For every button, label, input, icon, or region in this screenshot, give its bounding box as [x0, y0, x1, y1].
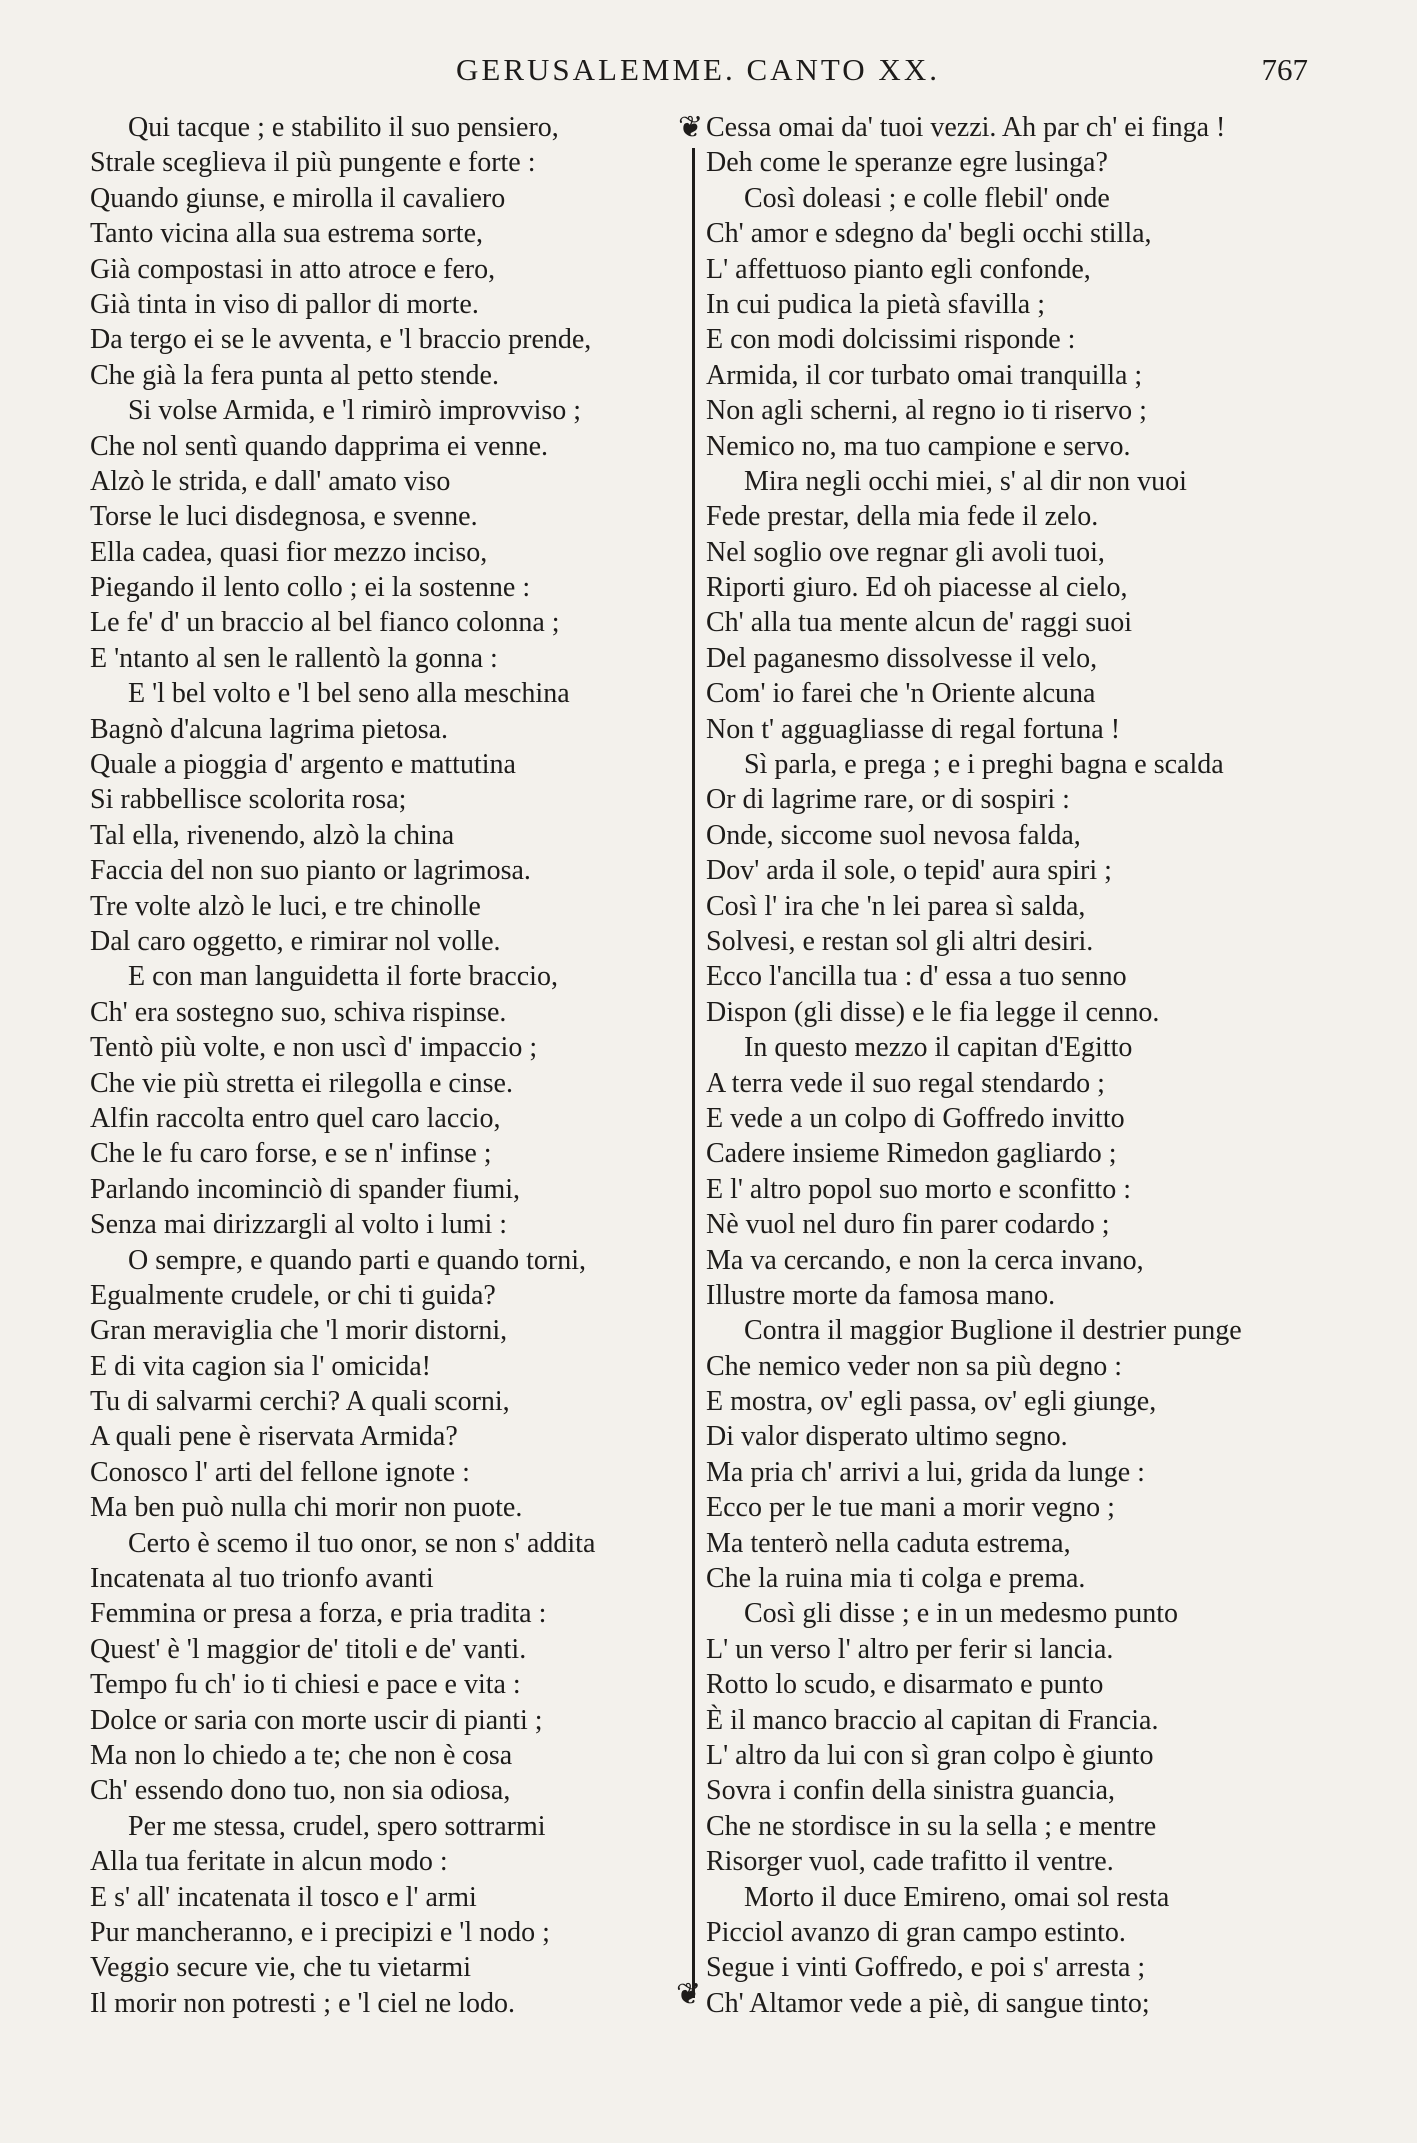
- verse-line: Per me stessa, crudel, spero sottrarmi: [128, 1810, 546, 1842]
- verse-line: Strale sceglieva il più pungente e forte :: [90, 147, 536, 179]
- verse-line: Si rabbellisce scolorita rosa;: [90, 784, 407, 816]
- verse-line: E di vita cagion sia l' omicida!: [90, 1350, 431, 1382]
- verse-line: Ma ben può nulla chi morir non puote.: [90, 1492, 523, 1524]
- verse-line: Il morir non potresti ; e 'l ciel ne lodo.: [90, 1987, 515, 2019]
- verse-line: Ma pria ch' arrivi a lui, grida da lunge :: [706, 1456, 1145, 1488]
- verse-line: Deh come le speranze egre lusinga?: [706, 147, 1108, 179]
- verse-line: In cui pudica la pietà sfavilla ;: [706, 288, 1045, 320]
- verse-line: Contra il maggior Buglione il destrier punge: [744, 1315, 1242, 1347]
- verse-line: Certo è scemo il tuo onor, se non s' addita: [128, 1527, 596, 1559]
- verse-line: Non t' agguagliasse di regal fortuna !: [706, 713, 1121, 745]
- verse-line: Che ne stordisce in su la sella ; e mentre: [706, 1810, 1157, 1842]
- verse-line: Del paganesmo dissolvesse il velo,: [706, 642, 1098, 674]
- verse-line: A quali pene è riservata Armida?: [90, 1421, 458, 1453]
- left-column: [90, 110, 680, 2021]
- verse-line: Che le fu caro forse, e se n' infinse ;: [90, 1138, 492, 1170]
- verse-line: L' affettuoso pianto egli confonde,: [706, 253, 1091, 285]
- verse-line: Ch' era sostegno suo, schiva rispinse.: [90, 996, 507, 1028]
- verse-line: Com' io farei che 'n Oriente alcuna: [706, 678, 1096, 710]
- verse-line: E 'l bel volto e 'l bel seno alla meschina: [128, 678, 570, 710]
- page-header: [88, 52, 1308, 102]
- verse-line: Già compostasi in atto atroce e fero,: [90, 253, 496, 285]
- verse-line: Parlando incominciò di spander fiumi,: [90, 1173, 521, 1205]
- verse-line: Rotto lo scudo, e disarmato e punto: [706, 1669, 1104, 1701]
- verse-line: Dov' arda il sole, o tepid' aura spiri ;: [706, 855, 1112, 887]
- verse-line: Gran meraviglia che 'l morir distorni,: [90, 1315, 508, 1347]
- verse-line: Ch' essendo dono tuo, non sia odiosa,: [90, 1775, 511, 1807]
- verse-line: Tempo fu ch' io ti chiesi e pace e vita :: [90, 1669, 521, 1701]
- verse-line: Dal caro oggetto, e rimirar nol volle.: [90, 925, 501, 957]
- verse-line: E con modi dolcissimi risponde :: [706, 324, 1076, 356]
- verse-line: E s' all' incatenata il tosco e l' armi: [90, 1881, 477, 1913]
- verse-line: E con man languidetta il forte braccio,: [128, 961, 558, 993]
- verse-line: Nemico no, ma tuo campione e servo.: [706, 430, 1131, 462]
- verse-line: Ma va cercando, e non la cerca invano,: [706, 1244, 1144, 1276]
- verse-line: Solvesi, e restan sol gli altri desiri.: [706, 925, 1094, 957]
- verse-line: Ecco per le tue mani a morir vegno ;: [706, 1492, 1115, 1524]
- verse-line: Ma tenterò nella caduta estrema,: [706, 1527, 1071, 1559]
- verse-line: Dispon (gli disse) e le fia legge il cenno.: [706, 996, 1160, 1028]
- verse-line: Già tinta in viso di pallor di morte.: [90, 288, 479, 320]
- verse-line: E mostra, ov' egli passa, ov' egli giunge,: [706, 1386, 1157, 1418]
- page-number: 767: [1261, 52, 1308, 87]
- verse-line: In questo mezzo il capitan d'Egitto: [744, 1032, 1133, 1064]
- verse-line: Nel soglio ove regnar gli avoli tuoi,: [706, 536, 1105, 568]
- verse-line: Dolce or saria con morte uscir di pianti ;: [90, 1704, 543, 1736]
- verse-line: Alzò le strida, e dall' amato viso: [90, 465, 451, 497]
- verse-line: Di valor disperato ultimo segno.: [706, 1421, 1068, 1453]
- verse-line: Tentò più volte, e non uscì d' impaccio ;: [90, 1032, 538, 1064]
- verse-line: Mira negli occhi miei, s' al dir non vuoi: [744, 465, 1187, 497]
- verse-line: Così doleasi ; e colle flebil' onde: [744, 182, 1110, 214]
- verse-line: Ch' Altamor vede a piè, di sangue tinto;: [706, 1987, 1150, 2019]
- verse-line: Che già la fera punta al petto stende.: [90, 359, 499, 391]
- verse-line: A terra vede il suo regal stendardo ;: [706, 1067, 1105, 1099]
- verse-line: Che nol sentì quando dapprima ei venne.: [90, 430, 548, 462]
- verse-line: Ch' alla tua mente alcun de' raggi suoi: [706, 607, 1133, 639]
- right-column: [706, 110, 1308, 2021]
- ornament-top-icon: ❦: [678, 110, 704, 145]
- running-title: GERUSALEMME. CANTO XX.: [456, 52, 940, 87]
- verse-line: E vede a un colpo di Goffredo invitto: [706, 1102, 1125, 1134]
- verse-line: Illustre morte da famosa mano.: [706, 1279, 1056, 1311]
- verse-line: Pur mancheranno, e i precipizi e 'l nodo ;: [90, 1916, 550, 1948]
- verse-line: Alfin raccolta entro quel caro laccio,: [90, 1102, 501, 1134]
- verse-line: È il manco braccio al capitan di Francia.: [706, 1704, 1159, 1736]
- verse-line: Ma non lo chiedo a te; che non è cosa: [90, 1739, 513, 1771]
- verse-line: Piegando il lento collo ; ei la sostenne :: [90, 572, 531, 604]
- verse-line: Armida, il cor turbato omai tranquilla ;: [706, 359, 1143, 391]
- verse-line: Conosco l' arti del fellone ignote :: [90, 1456, 470, 1488]
- verse-line: Picciol avanzo di gran campo estinto.: [706, 1916, 1126, 1948]
- verse-line: Nè vuol nel duro fin parer codardo ;: [706, 1209, 1110, 1241]
- verse-line: Da tergo ei se le avventa, e 'l braccio prende,: [90, 324, 592, 356]
- verse-line: Torse le luci disdegnosa, e svenne.: [90, 501, 478, 533]
- verse-line: Fede prestar, della mia fede il zelo.: [706, 501, 1099, 533]
- verse-line: Le fe' d' un braccio al bel fianco colonna ;: [90, 607, 560, 639]
- verse-line: Tal ella, rivenendo, alzò la china: [90, 819, 455, 851]
- ornament-bottom-icon: ❦: [676, 1977, 702, 2012]
- verse-line: Quale a pioggia d' argento e mattutina: [90, 749, 516, 781]
- verse-line: Bagnò d'alcuna lagrima pietosa.: [90, 713, 449, 745]
- verse-line: Si volse Armida, e 'l rimirò improvviso ;: [128, 395, 582, 427]
- verse-line: Morto il duce Emireno, omai sol resta: [744, 1881, 1170, 1913]
- verse-line: Tre volte alzò le luci, e tre chinolle: [90, 890, 481, 922]
- verse-line: E l' altro popol suo morto e sconfitto :: [706, 1173, 1131, 1205]
- verse-line: Cadere insieme Rimedon gagliardo ;: [706, 1138, 1117, 1170]
- verse-line: Qui tacque ; e stabilito il suo pensiero,: [128, 112, 559, 143]
- verse-line: Ecco l'ancilla tua : d' essa a tuo senno: [706, 961, 1127, 993]
- verse-line: Non agli scherni, al regno io ti riservo ;: [706, 395, 1147, 427]
- verse-line: Ella cadea, quasi fior mezzo inciso,: [90, 536, 488, 568]
- verse-line: Faccia del non suo pianto or lagrimosa.: [90, 855, 531, 887]
- verse-line: Tanto vicina alla sua estrema sorte,: [90, 218, 483, 250]
- verse-line: Riporti giuro. Ed oh piacesse al cielo,: [706, 572, 1128, 604]
- verse-line: Senza mai dirizzargli al volto i lumi :: [90, 1209, 508, 1241]
- verse-line: E 'ntanto al sen le rallentò la gonna :: [90, 642, 498, 674]
- verse-line: L' altro da lui con sì gran colpo è giunto: [706, 1739, 1154, 1771]
- verse-line: Ch' amor e sdegno da' begli occhi stilla,: [706, 218, 1152, 250]
- verse-line: Che vie più stretta ei rilegolla e cinse.: [90, 1067, 513, 1099]
- verse-line: Or di lagrime rare, or di sospiri :: [706, 784, 1070, 816]
- verse-line: Quest' è 'l maggior de' titoli e de' vanti.: [90, 1633, 527, 1665]
- verse-line: Alla tua feritate in alcun modo :: [90, 1846, 448, 1878]
- verse-line: Così gli disse ; e in un medesmo punto: [744, 1598, 1178, 1630]
- verse-line: O sempre, e quando parti e quando torni,: [128, 1244, 586, 1276]
- verse-line: Tu di salvarmi cerchi? A quali scorni,: [90, 1386, 510, 1418]
- verse-line: Cessa omai da' tuoi vezzi. Ah par ch' ei finga !: [706, 112, 1226, 143]
- verse-line: Sovra i confin della sinistra guancia,: [706, 1775, 1115, 1807]
- verse-line: Quando giunse, e mirolla il cavaliero: [90, 182, 506, 214]
- verse-line: Così l' ira che 'n lei parea sì salda,: [706, 890, 1086, 922]
- verse-line: Segue i vinti Goffredo, e poi s' arresta ;: [706, 1952, 1146, 1984]
- verse-line: Onde, siccome suol nevosa falda,: [706, 819, 1081, 851]
- verse-line: Incatenata al tuo trionfo avanti: [90, 1563, 434, 1595]
- column-divider: [692, 148, 695, 1998]
- verse-line: Veggio secure vie, che tu vietarmi: [90, 1952, 471, 1984]
- verse-line: Femmina or presa a forza, e pria tradita :: [90, 1598, 547, 1630]
- verse-line: Sì parla, e prega ; e i preghi bagna e scalda: [744, 749, 1224, 781]
- verse-line: Che nemico veder non sa più degno :: [706, 1350, 1123, 1382]
- verse-line: Risorger vuol, cade trafitto il ventre.: [706, 1846, 1114, 1878]
- verse-line: Egualmente crudele, or chi ti guida?: [90, 1279, 496, 1311]
- verse-line: Che la ruina mia ti colga e prema.: [706, 1563, 1086, 1595]
- verse-line: L' un verso l' altro per ferir si lancia.: [706, 1633, 1114, 1665]
